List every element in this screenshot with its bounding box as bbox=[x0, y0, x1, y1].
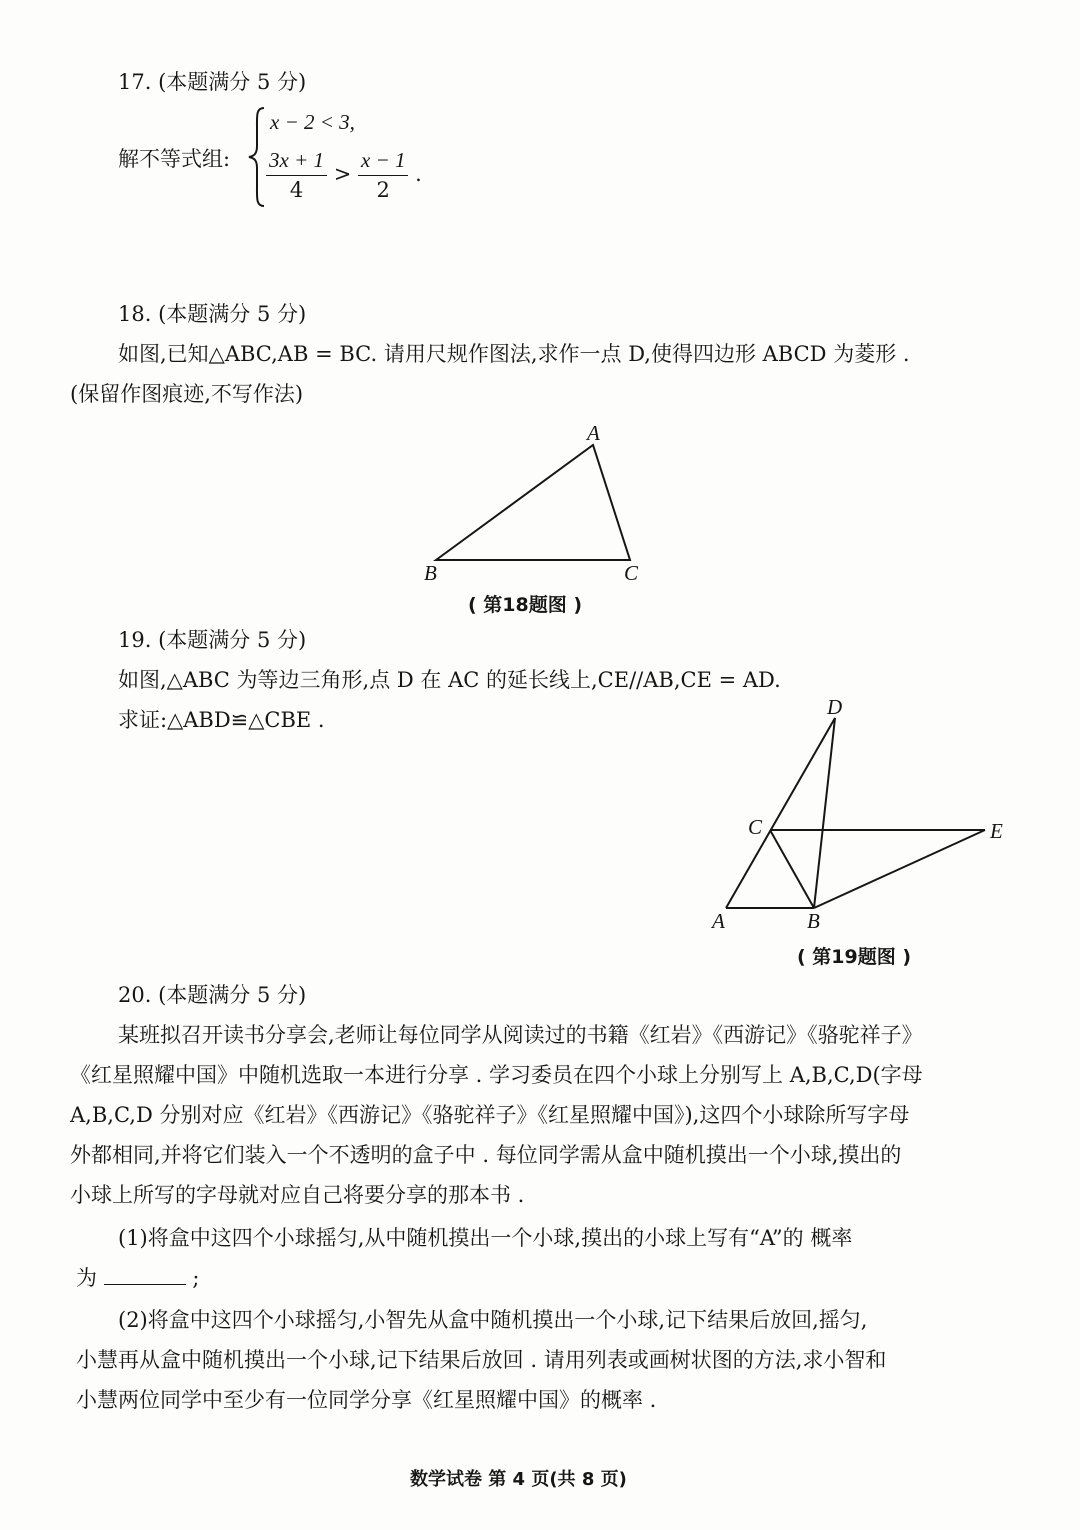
q18-line1: 如图,已知△ABC,AB = BC. 请用尺规作图法,求作一点 D,使得四边形 ABCD 为菱形 . bbox=[118, 342, 910, 366]
q17-frac1-den: 4 bbox=[289, 178, 304, 203]
q17-frac2-num: x − 1 bbox=[358, 148, 409, 176]
q19-segment-be bbox=[814, 830, 985, 908]
q19-segment-db bbox=[814, 718, 835, 908]
q19-header: 19. (本题满分 5 分) bbox=[118, 628, 307, 652]
q17-end: . bbox=[415, 162, 422, 187]
q18-label-b: B bbox=[424, 561, 437, 585]
q20-part1-line2 bbox=[76, 1266, 199, 1291]
q19-segment-ad bbox=[726, 718, 835, 908]
q20-part2-line2: 小慧再从盒中随机摸出一个小球,记下结果后放回 . 请用列表或画树状图的方法,求小智和 bbox=[76, 1348, 887, 1372]
q17-brace bbox=[246, 106, 268, 208]
q20-part2-line1: (2)将盒中这四个小球摇匀,小智先从盒中随机摸出一个小球,记下结果后放回,摇匀, bbox=[118, 1308, 868, 1332]
q20-part1-prefix: 为 bbox=[76, 1266, 97, 1290]
page-footer: 数学试卷 第 4 页(共 8 页) bbox=[410, 1469, 627, 1490]
q20-body-line-2: 《红星照耀中国》中随机选取一本进行分享 . 学习委员在四个小球上分别写上 A,B,C,D(字母 bbox=[70, 1063, 923, 1087]
q17-fraction-right bbox=[358, 148, 409, 203]
q17-inequality-1 bbox=[270, 110, 355, 135]
q17-header: 17. (本题满分 5 分) bbox=[118, 70, 307, 94]
q20-body-line-3: A,B,C,D 分别对应《红岩》《西游记》《骆驼祥子》《红星照耀中国》),这四个小球除所写字母 bbox=[70, 1103, 910, 1127]
q19-label-c: C bbox=[748, 815, 763, 839]
q20-header: 20. (本题满分 5 分) bbox=[118, 983, 307, 1007]
q19-label-a: A bbox=[712, 909, 725, 933]
q17-operator: > bbox=[333, 162, 352, 187]
q20-part1-line1: (1)将盒中这四个小球摇匀,从中随机摸出一个小球,摸出的小球上写有“A”的 概率 bbox=[118, 1226, 853, 1250]
q17-frac2-den: 2 bbox=[376, 178, 390, 203]
q18-triangle-abc bbox=[436, 445, 630, 560]
q17-ineq1-text: x − 2 < 3, bbox=[270, 110, 355, 134]
q18-header: 18. (本题满分 5 分) bbox=[118, 302, 307, 326]
q17-frac1-num: 3x + 1 bbox=[266, 148, 327, 176]
q20-part1-suffix: ; bbox=[192, 1266, 200, 1290]
q18-line2: (保留作图痕迹,不写作法) bbox=[70, 382, 304, 406]
q18-caption: ( 第18题图 ) bbox=[468, 594, 583, 616]
q18-label-a: A bbox=[587, 421, 600, 445]
q19-figure bbox=[700, 690, 1020, 940]
q20-part2-line3: 小慧两位同学中至少有一位同学分享《红星照耀中国》的概率 . bbox=[76, 1388, 657, 1412]
q17-inequality-2 bbox=[266, 148, 422, 203]
q20-answer-blank[interactable] bbox=[104, 1266, 186, 1285]
q19-segment-cb bbox=[770, 830, 814, 908]
q17-prompt: 解不等式组: bbox=[118, 147, 231, 171]
q18-figure bbox=[410, 420, 650, 590]
q19-line1: 如图,△ABC 为等边三角形,点 D 在 AC 的延长线上,CE//AB,CE = AD. bbox=[118, 668, 781, 692]
q17-fraction-left bbox=[266, 148, 327, 203]
q19-caption: ( 第19题图 ) bbox=[797, 946, 912, 968]
q18-label-c: C bbox=[624, 561, 639, 585]
q20-body-line-4: 外都相同,并将它们装入一个不透明的盒子中 . 每位同学需从盒中随机摸出一个小球,摸出的 bbox=[70, 1143, 902, 1167]
q20-body-line-1: 某班拟召开读书分享会,老师让每位同学从阅读过的书籍《红岩》《西游记》《骆驼祥子》 bbox=[118, 1023, 923, 1047]
q19-line2: 求证:△ABD≌△CBE . bbox=[118, 708, 325, 732]
q19-label-e: E bbox=[990, 819, 1003, 843]
q19-label-d: D bbox=[827, 695, 843, 719]
q20-body-line-5: 小球上所写的字母就对应自己将要分享的那本书 . bbox=[70, 1183, 525, 1207]
q19-label-b: B bbox=[807, 909, 820, 933]
